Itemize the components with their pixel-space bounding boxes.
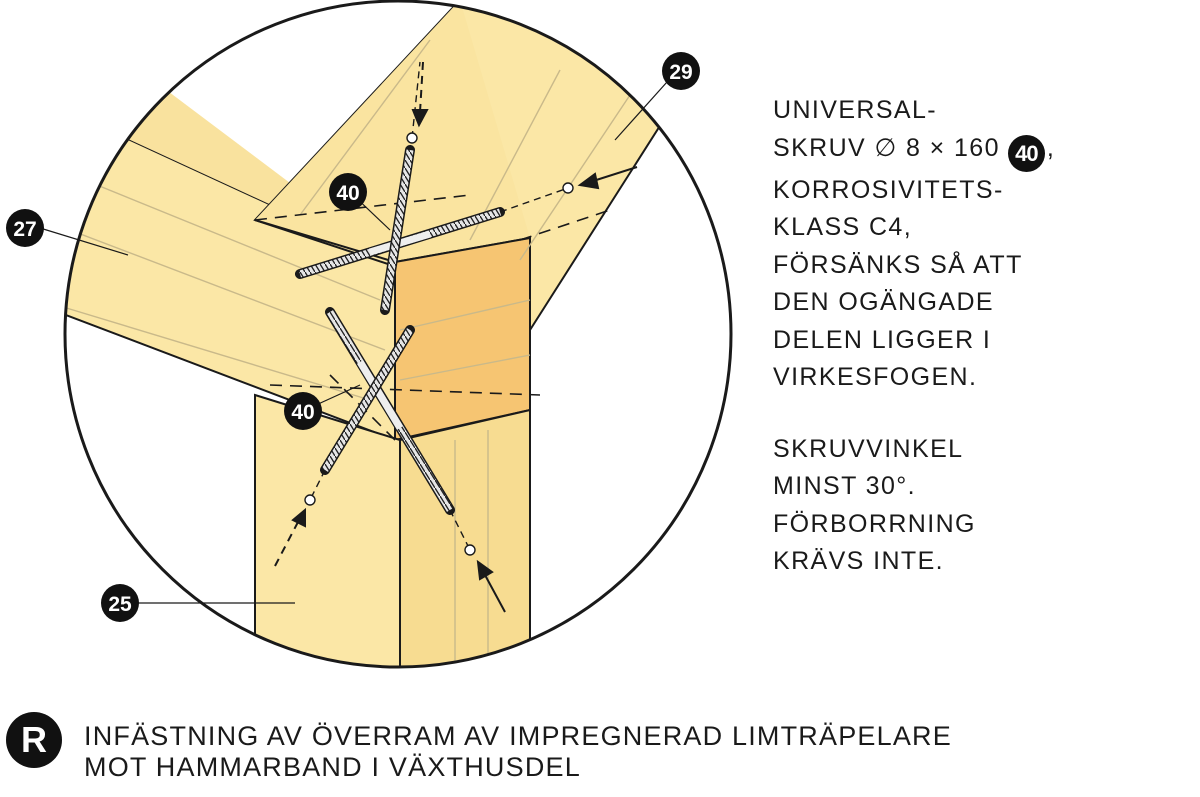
svg-text:40: 40 bbox=[291, 401, 315, 424]
note-line: DELEN LIGGER I bbox=[773, 325, 992, 354]
note-line: DEN OGÄNGADE bbox=[773, 288, 994, 316]
svg-text:40: 40 bbox=[336, 182, 360, 205]
screw-notes bbox=[773, 92, 1193, 581]
note-line bbox=[773, 130, 1193, 172]
note-line: UNIVERSAL- bbox=[773, 96, 938, 124]
note-text: SKRUV ∅ 8 × 160 bbox=[773, 133, 1000, 162]
note-line: MINST 30°. bbox=[773, 472, 917, 500]
callout-27 bbox=[6, 209, 44, 247]
detail-caption bbox=[84, 721, 952, 783]
note-line: SKRUVVINKEL bbox=[773, 434, 964, 463]
note-line: FÖRBORRNING bbox=[773, 509, 976, 538]
note-line: KORROSIVITETS- bbox=[773, 175, 1004, 204]
note-line: KRÄVS INTE. bbox=[773, 547, 944, 575]
svg-text:25: 25 bbox=[108, 593, 132, 616]
detail-letter-badge: R bbox=[6, 712, 62, 768]
note-text: , bbox=[1046, 133, 1056, 162]
caption-line: INFÄSTNING AV ÖVERRAM AV IMPREGNERAD LIMTRÄPELARE bbox=[84, 721, 952, 751]
post-25 bbox=[255, 395, 400, 700]
end-grain bbox=[395, 238, 530, 440]
note-line: FÖRSÄNKS SÅ ATT bbox=[773, 250, 1023, 279]
note-line: VIRKESFOGEN. bbox=[773, 363, 978, 391]
callout-40-top bbox=[329, 173, 367, 211]
svg-text:27: 27 bbox=[13, 218, 37, 241]
svg-text:29: 29 bbox=[669, 61, 693, 84]
callout-40-bottom bbox=[284, 392, 322, 430]
callout-29 bbox=[662, 52, 700, 90]
callout-25 bbox=[101, 584, 139, 622]
note-line: KLASS C4, bbox=[773, 213, 913, 241]
inline-callout-40: 40 bbox=[1008, 135, 1045, 172]
caption-line: MOT HAMMARBAND I VÄXTHUSDEL bbox=[84, 752, 581, 782]
